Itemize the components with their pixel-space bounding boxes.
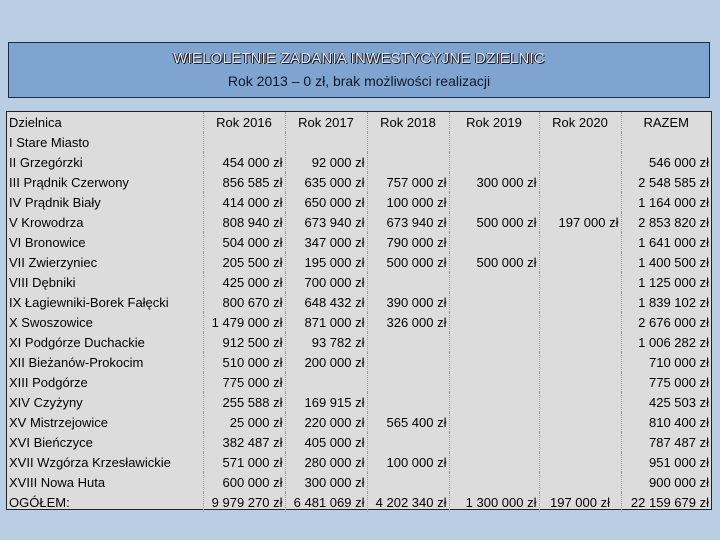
district-name-cell: VI Bronowice bbox=[7, 232, 203, 252]
column-header: Rok 2016 bbox=[203, 112, 285, 132]
investment-table-container bbox=[6, 111, 712, 510]
amount-cell: 169 915 zł bbox=[285, 392, 367, 412]
amount-cell: 787 487 zł bbox=[649, 434, 709, 450]
table-row bbox=[7, 292, 711, 312]
amount-cell: 510 000 zł bbox=[203, 352, 285, 372]
district-name-cell: IV Prądnik Biały bbox=[7, 192, 203, 212]
amount-cell: 2 676 000 zł bbox=[638, 314, 709, 330]
table-row bbox=[7, 212, 711, 232]
amount-cell bbox=[539, 452, 621, 472]
amount-cell bbox=[539, 192, 621, 212]
amount-cell: 280 000 zł bbox=[285, 452, 367, 472]
amount-cell bbox=[539, 132, 621, 152]
amount-cell: 810 400 zł bbox=[649, 414, 709, 430]
total-amount-cell: 6 481 069 zł bbox=[285, 492, 367, 512]
amount-cell: 197 000 zł bbox=[539, 212, 621, 232]
column-header: RAZEM bbox=[643, 114, 689, 130]
amount-cell: 673 940 zł bbox=[285, 212, 367, 232]
amount-cell bbox=[449, 372, 539, 392]
amount-cell bbox=[539, 352, 621, 372]
total-label: OGÓŁEM: bbox=[7, 492, 203, 512]
amount-cell bbox=[449, 132, 539, 152]
amount-cell: 775 000 zł bbox=[203, 372, 285, 392]
amount-cell bbox=[449, 272, 539, 292]
amount-cell: 205 500 zł bbox=[203, 252, 285, 272]
amount-cell: 700 000 zł bbox=[285, 272, 367, 292]
amount-cell bbox=[539, 372, 621, 392]
amount-cell: 500 000 zł bbox=[449, 212, 539, 232]
amount-cell: 710 000 zł bbox=[649, 354, 709, 370]
amount-cell: 800 670 zł bbox=[203, 292, 285, 312]
total-amount-cell: 9 979 270 zł bbox=[203, 492, 285, 512]
page-title: WIELOLETNIE ZADANIA INWESTYCYJNE DZIELNIC bbox=[173, 50, 545, 67]
amount-cell: 220 000 zł bbox=[285, 412, 367, 432]
amount-cell: 856 585 zł bbox=[203, 172, 285, 192]
column-header: Rok 2018 bbox=[367, 112, 449, 132]
title-banner bbox=[8, 42, 710, 98]
table-row bbox=[7, 392, 711, 412]
district-name-cell: XI Podgórze Duchackie bbox=[7, 332, 203, 352]
amount-cell: 347 000 zł bbox=[285, 232, 367, 252]
amount-cell: 546 000 zł bbox=[649, 154, 709, 170]
district-name-cell: XIII Podgórze bbox=[7, 372, 203, 392]
district-name-cell: X Swoszowice bbox=[7, 312, 203, 332]
amount-cell bbox=[449, 432, 539, 452]
amount-cell bbox=[539, 232, 621, 252]
amount-cell bbox=[539, 412, 621, 432]
amount-cell bbox=[367, 352, 449, 372]
amount-cell bbox=[449, 192, 539, 212]
amount-cell bbox=[367, 372, 449, 392]
column-header: Rok 2017 bbox=[285, 112, 367, 132]
table-row bbox=[7, 412, 711, 432]
amount-cell bbox=[367, 272, 449, 292]
amount-cell: 2 853 820 zł bbox=[638, 214, 709, 230]
amount-cell: 673 940 zł bbox=[367, 212, 449, 232]
amount-cell: 648 432 zł bbox=[285, 292, 367, 312]
amount-cell: 425 503 zł bbox=[649, 394, 709, 410]
amount-cell: 2 548 585 zł bbox=[638, 174, 709, 190]
amount-cell: 1 641 000 zł bbox=[638, 234, 709, 250]
amount-cell: 454 000 zł bbox=[203, 152, 285, 172]
district-name-cell: VII Zwierzyniec bbox=[7, 252, 203, 272]
district-name-cell: XVI Bieńczyce bbox=[7, 432, 203, 452]
table-row bbox=[7, 152, 711, 172]
amount-cell: 650 000 zł bbox=[285, 192, 367, 212]
amount-cell bbox=[539, 392, 621, 412]
amount-cell: 1 400 500 zł bbox=[638, 254, 709, 270]
table-row bbox=[7, 472, 711, 492]
amount-cell bbox=[539, 152, 621, 172]
page-subtitle: Rok 2013 – 0 zł, brak możliwości realizacji bbox=[227, 73, 491, 89]
table-row bbox=[7, 352, 711, 372]
amount-cell: 300 000 zł bbox=[285, 472, 367, 492]
amount-cell: 571 000 zł bbox=[203, 452, 285, 472]
amount-cell bbox=[449, 332, 539, 352]
amount-cell: 775 000 zł bbox=[649, 374, 709, 390]
column-header: Dzielnica bbox=[7, 112, 203, 132]
table-row bbox=[7, 452, 711, 472]
amount-cell bbox=[449, 392, 539, 412]
amount-cell bbox=[539, 432, 621, 452]
amount-cell: 900 000 zł bbox=[649, 474, 709, 490]
amount-cell: 382 487 zł bbox=[203, 432, 285, 452]
district-name-cell: I Stare Miasto bbox=[7, 132, 203, 152]
amount-cell bbox=[285, 132, 367, 152]
amount-cell bbox=[367, 132, 449, 152]
amount-cell: 951 000 zł bbox=[649, 454, 709, 470]
total-amount-cell: 22 159 679 zł bbox=[630, 494, 709, 510]
table-row bbox=[7, 192, 711, 212]
district-name-cell: II Grzegórzki bbox=[7, 152, 203, 172]
district-name-cell: XVIII Nowa Huta bbox=[7, 472, 203, 492]
amount-cell: 425 000 zł bbox=[203, 272, 285, 292]
amount-cell bbox=[449, 412, 539, 432]
amount-cell bbox=[367, 332, 449, 352]
amount-cell: 871 000 zł bbox=[285, 312, 367, 332]
column-header: Rok 2019 bbox=[449, 112, 539, 132]
amount-cell bbox=[367, 472, 449, 492]
table-row bbox=[7, 332, 711, 352]
table-row bbox=[7, 432, 711, 452]
amount-cell: 790 000 zł bbox=[367, 232, 449, 252]
amount-cell: 912 500 zł bbox=[203, 332, 285, 352]
amount-cell: 93 782 zł bbox=[285, 332, 367, 352]
district-name-cell: IX Łagiewniki-Borek Fałęcki bbox=[7, 292, 203, 312]
amount-cell: 200 000 zł bbox=[285, 352, 367, 372]
amount-cell: 1 479 000 zł bbox=[203, 312, 285, 332]
amount-cell bbox=[449, 232, 539, 252]
column-header: Rok 2020 bbox=[539, 112, 621, 132]
amount-cell: 405 000 zł bbox=[285, 432, 367, 452]
amount-cell: 255 588 zł bbox=[203, 392, 285, 412]
amount-cell bbox=[203, 132, 285, 152]
amount-cell: 500 000 zł bbox=[449, 252, 539, 272]
district-name-cell: V Krowodrza bbox=[7, 212, 203, 232]
amount-cell bbox=[539, 472, 621, 492]
amount-cell: 635 000 zł bbox=[285, 172, 367, 192]
amount-cell bbox=[367, 432, 449, 452]
investment-table bbox=[7, 112, 711, 512]
district-name-cell: XVII Wzgórza Krzesławickie bbox=[7, 452, 203, 472]
amount-cell: 195 000 zł bbox=[285, 252, 367, 272]
amount-cell: 504 000 zł bbox=[203, 232, 285, 252]
amount-cell: 808 940 zł bbox=[203, 212, 285, 232]
amount-cell: 500 000 zł bbox=[367, 252, 449, 272]
amount-cell bbox=[621, 132, 711, 152]
table-row bbox=[7, 232, 711, 252]
table-row bbox=[7, 132, 711, 152]
amount-cell bbox=[539, 172, 621, 192]
amount-cell: 326 000 zł bbox=[367, 312, 449, 332]
amount-cell: 390 000 zł bbox=[367, 292, 449, 312]
amount-cell: 565 400 zł bbox=[367, 412, 449, 432]
amount-cell: 1 006 282 zł bbox=[638, 334, 709, 350]
total-amount-cell: 4 202 340 zł bbox=[367, 492, 449, 512]
total-amount-cell: 197 000 zł bbox=[539, 492, 621, 512]
amount-cell bbox=[367, 392, 449, 412]
amount-cell bbox=[539, 292, 621, 312]
amount-cell bbox=[539, 312, 621, 332]
district-name-cell: VIII Dębniki bbox=[7, 272, 203, 292]
amount-cell bbox=[449, 472, 539, 492]
amount-cell bbox=[449, 352, 539, 372]
total-row bbox=[7, 492, 711, 512]
amount-cell: 1 839 102 zł bbox=[638, 294, 709, 310]
amount-cell: 25 000 zł bbox=[203, 412, 285, 432]
amount-cell: 1 125 000 zł bbox=[638, 274, 709, 290]
table-row bbox=[7, 272, 711, 292]
total-amount-cell: 1 300 000 zł bbox=[449, 492, 539, 512]
table-row bbox=[7, 372, 711, 392]
amount-cell: 600 000 zł bbox=[203, 472, 285, 492]
amount-cell: 414 000 zł bbox=[203, 192, 285, 212]
district-name-cell: XV Mistrzejowice bbox=[7, 412, 203, 432]
district-name-cell: III Prądnik Czerwony bbox=[7, 172, 203, 192]
amount-cell bbox=[367, 152, 449, 172]
amount-cell bbox=[539, 332, 621, 352]
amount-cell bbox=[449, 152, 539, 172]
amount-cell: 757 000 zł bbox=[367, 172, 449, 192]
amount-cell: 300 000 zł bbox=[449, 172, 539, 192]
amount-cell bbox=[449, 292, 539, 312]
table-row bbox=[7, 312, 711, 332]
amount-cell bbox=[539, 272, 621, 292]
amount-cell bbox=[285, 372, 367, 392]
amount-cell bbox=[449, 312, 539, 332]
amount-cell: 100 000 zł bbox=[367, 192, 449, 212]
amount-cell bbox=[539, 252, 621, 272]
amount-cell bbox=[449, 452, 539, 472]
district-name-cell: XIV Czyżyny bbox=[7, 392, 203, 412]
district-name-cell: XII Bieżanów-Prokocim bbox=[7, 352, 203, 372]
amount-cell: 1 164 000 zł bbox=[638, 194, 709, 210]
amount-cell: 92 000 zł bbox=[285, 152, 367, 172]
amount-cell: 100 000 zł bbox=[367, 452, 449, 472]
table-row bbox=[7, 172, 711, 192]
table-header-row bbox=[7, 112, 711, 132]
table-row bbox=[7, 252, 711, 272]
